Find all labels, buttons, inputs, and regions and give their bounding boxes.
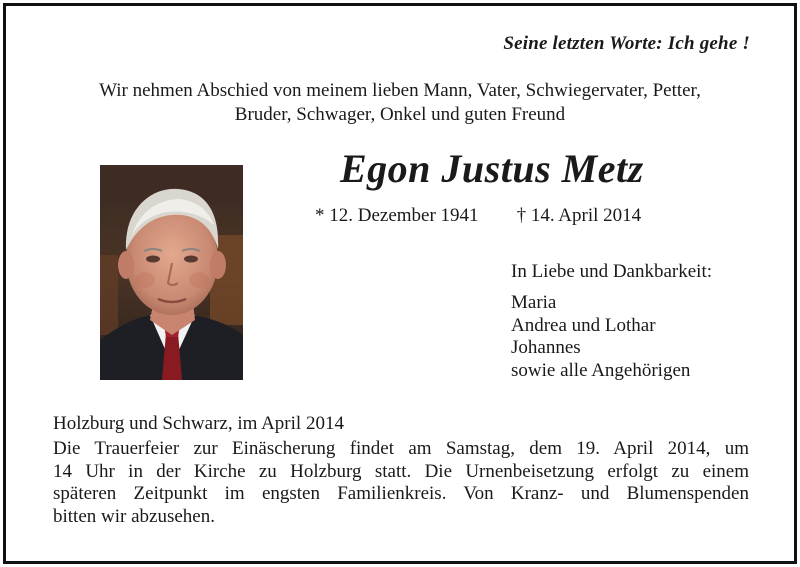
notice-line-1: Die Trauerfeier zur Einäscherung findet am Samstag, dem 19. April 2014, um [53,438,749,459]
intro-line-2: Bruder, Schwager, Onkel und guten Freund [234,104,566,125]
place-date: Holzburg und Schwarz, im April 2014 [53,413,344,434]
thanks-heading: In Liebe und Dankbarkeit: [511,261,713,282]
funeral-notice [53,438,749,528]
notice-line-4: bitten wir abzusehen. [53,505,215,527]
family-member: Maria [511,292,557,313]
deceased-name: Egon Justus Metz [340,146,644,191]
intro-text [0,79,800,127]
birth-date: * 12. Dezember 1941 [315,205,479,226]
death-date: † 14. April 2014 [516,205,642,226]
notice-line-2: 14 Uhr in der Kirche zu Holzburg statt. Die Urnenbeisetzung erfolgt zu einem [53,460,749,482]
family-list [511,292,690,382]
family-member: sowie alle Angehörigen [511,359,691,381]
life-dates [315,205,641,227]
last-words-motto: Seine letzten Worte: Ich gehe ! [503,33,750,54]
family-member: Andrea und Lothar [511,314,656,336]
family-member: Johannes [511,337,581,358]
intro-line-1: Wir nehmen Abschied von meinem lieben Mann, Vater, Schwiegervater, Petter, [99,80,701,101]
portrait-photo [100,165,243,380]
notice-line-3: späteren Zeitpunkt im engsten Familienkreis. Von Kranz- und Blumenspenden [53,483,749,504]
